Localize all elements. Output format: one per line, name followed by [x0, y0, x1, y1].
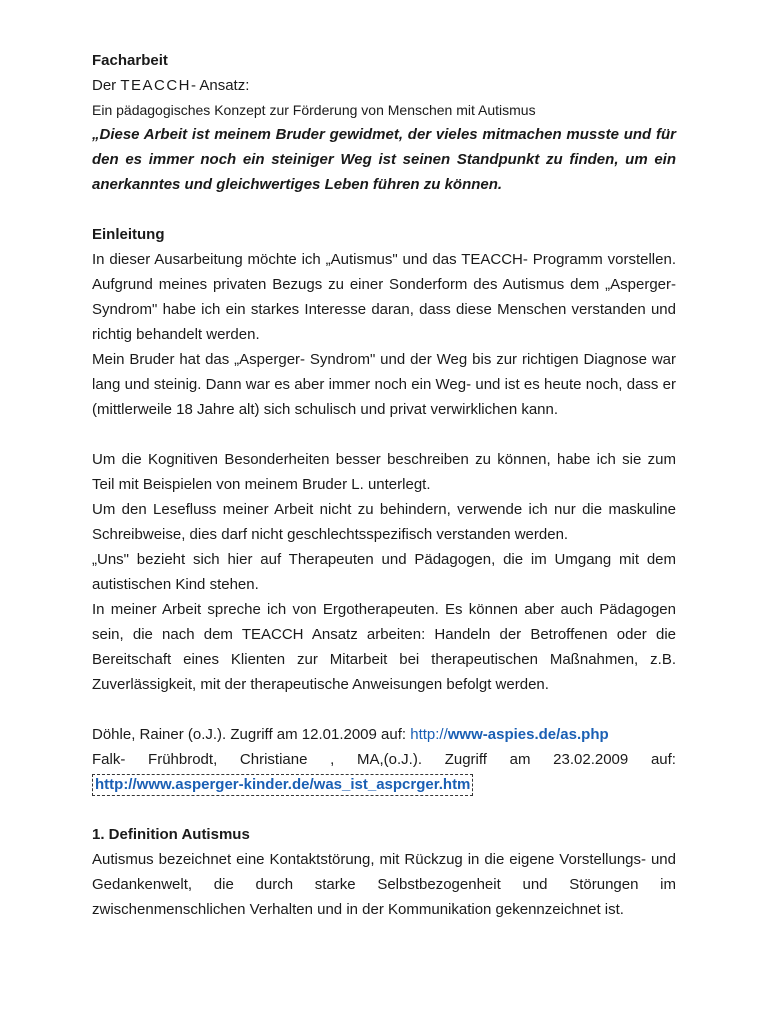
- intro-paragraph-4: Um den Lesefluss meiner Arbeit nicht zu behindern, verwende ich nur die maskuline Schreibweise, dies darf nicht geschlechtsspezifisch verstanden werden.: [92, 501, 676, 543]
- reference-2-part: Zugriff: [444, 751, 487, 768]
- intro-heading: Einleitung: [92, 226, 165, 243]
- title-prefix: Der: [92, 77, 121, 94]
- reference-2-part: ,: [330, 751, 335, 768]
- reference-2-part: Falk-: [92, 751, 126, 768]
- reference-2: [92, 747, 676, 772]
- doc-title: [92, 73, 676, 98]
- reference-2-part: Frühbrodt,: [148, 751, 218, 768]
- reference-1: [92, 722, 676, 747]
- reference-1-text: Döhle, Rainer (o.J.). Zugriff am 12.01.2009 auf:: [92, 726, 411, 743]
- reference-2-link[interactable]: http://www.asperger-kinder.de/was_ist_aspcrger.htm: [92, 774, 473, 796]
- intro-paragraph-1: In dieser Ausarbeitung möchte ich „Autismus" und das TEACCH- Programm vorstellen. Aufgrund meines privaten Bezugs zu einer Sonderform des Autismus dem „Asperger- Syndrom" habe ich ein starkes Interesse daran, dass diese Menschen verstanden und richtig behandelt werden.: [92, 251, 676, 343]
- reference-2-part: Christiane: [239, 751, 308, 768]
- intro-paragraph-3: Um die Kognitiven Besonderheiten besser beschreiben zu können, habe ich sie zum Teil mit Beispielen von meinem Bruder L. unterlegt.: [92, 451, 676, 493]
- dedication: „Diese Arbeit ist meinem Bruder gewidmet, der vieles mitmachen musste und für den es immer noch ein steiniger Weg ist seinen Standpunkt zu finden, um ein anerkanntes und gleichwertiges Leben führen zu können.: [92, 126, 676, 193]
- reference-2-part: am: [509, 751, 531, 768]
- intro-paragraph-2: Mein Bruder hat das „Asperger- Syndrom" und der Weg bis zur richtigen Diagnose war lang und steinig. Dann war es aber immer noch ein Weg- und ist es heute noch, dass er (mittlerweile 18 Jahre alt) sich schulisch und privat verwirklichen kann.: [92, 351, 676, 418]
- intro-paragraph-5: „Uns" bezieht sich hier auf Therapeuten und Pädagogen, die im Umgang mit dem autistischen Kind stehen.: [92, 551, 676, 593]
- doc-label: Facharbeit: [92, 52, 168, 69]
- section-1-heading: 1. Definition Autismus: [92, 826, 250, 843]
- reference-1-link[interactable]: www-aspies.de/as.php: [447, 726, 609, 743]
- section-1-paragraph: Autismus bezeichnet eine Kontaktstörung, mit Rückzug in die eigene Vorstellungs- und Gedankenwelt, die durch starke Selbstbezogenheit und Störungen im zwischenmenschlichen Verhalten und in der Kommunikation gekennzeichnet ist.: [92, 851, 676, 918]
- title-teacch: TEACCH: [120, 77, 192, 94]
- title-suffix: - Ansatz:: [191, 77, 250, 94]
- doc-subtitle: Ein pädagogisches Konzept zur Förderung von Menschen mit Autismus: [92, 102, 536, 118]
- reference-1-link-prefix[interactable]: http://: [410, 726, 448, 743]
- reference-2-part: auf:: [650, 751, 676, 768]
- reference-2-part: 23.02.2009: [553, 751, 629, 768]
- intro-paragraph-6: In meiner Arbeit spreche ich von Ergotherapeuten. Es können aber auch Pädagogen sein, die nach dem TEACCH Ansatz arbeiten: Handeln der Betroffenen oder die Bereitschaft eines Klienten zur Mitarbeit bei therapeutischen Maßnahmen, z.B. Zuverlässigkeit, mit der therapeutische Anweisungen befolgt werden.: [92, 601, 676, 693]
- reference-2-part: MA,(o.J.).: [357, 751, 423, 768]
- document-page: [92, 48, 676, 922]
